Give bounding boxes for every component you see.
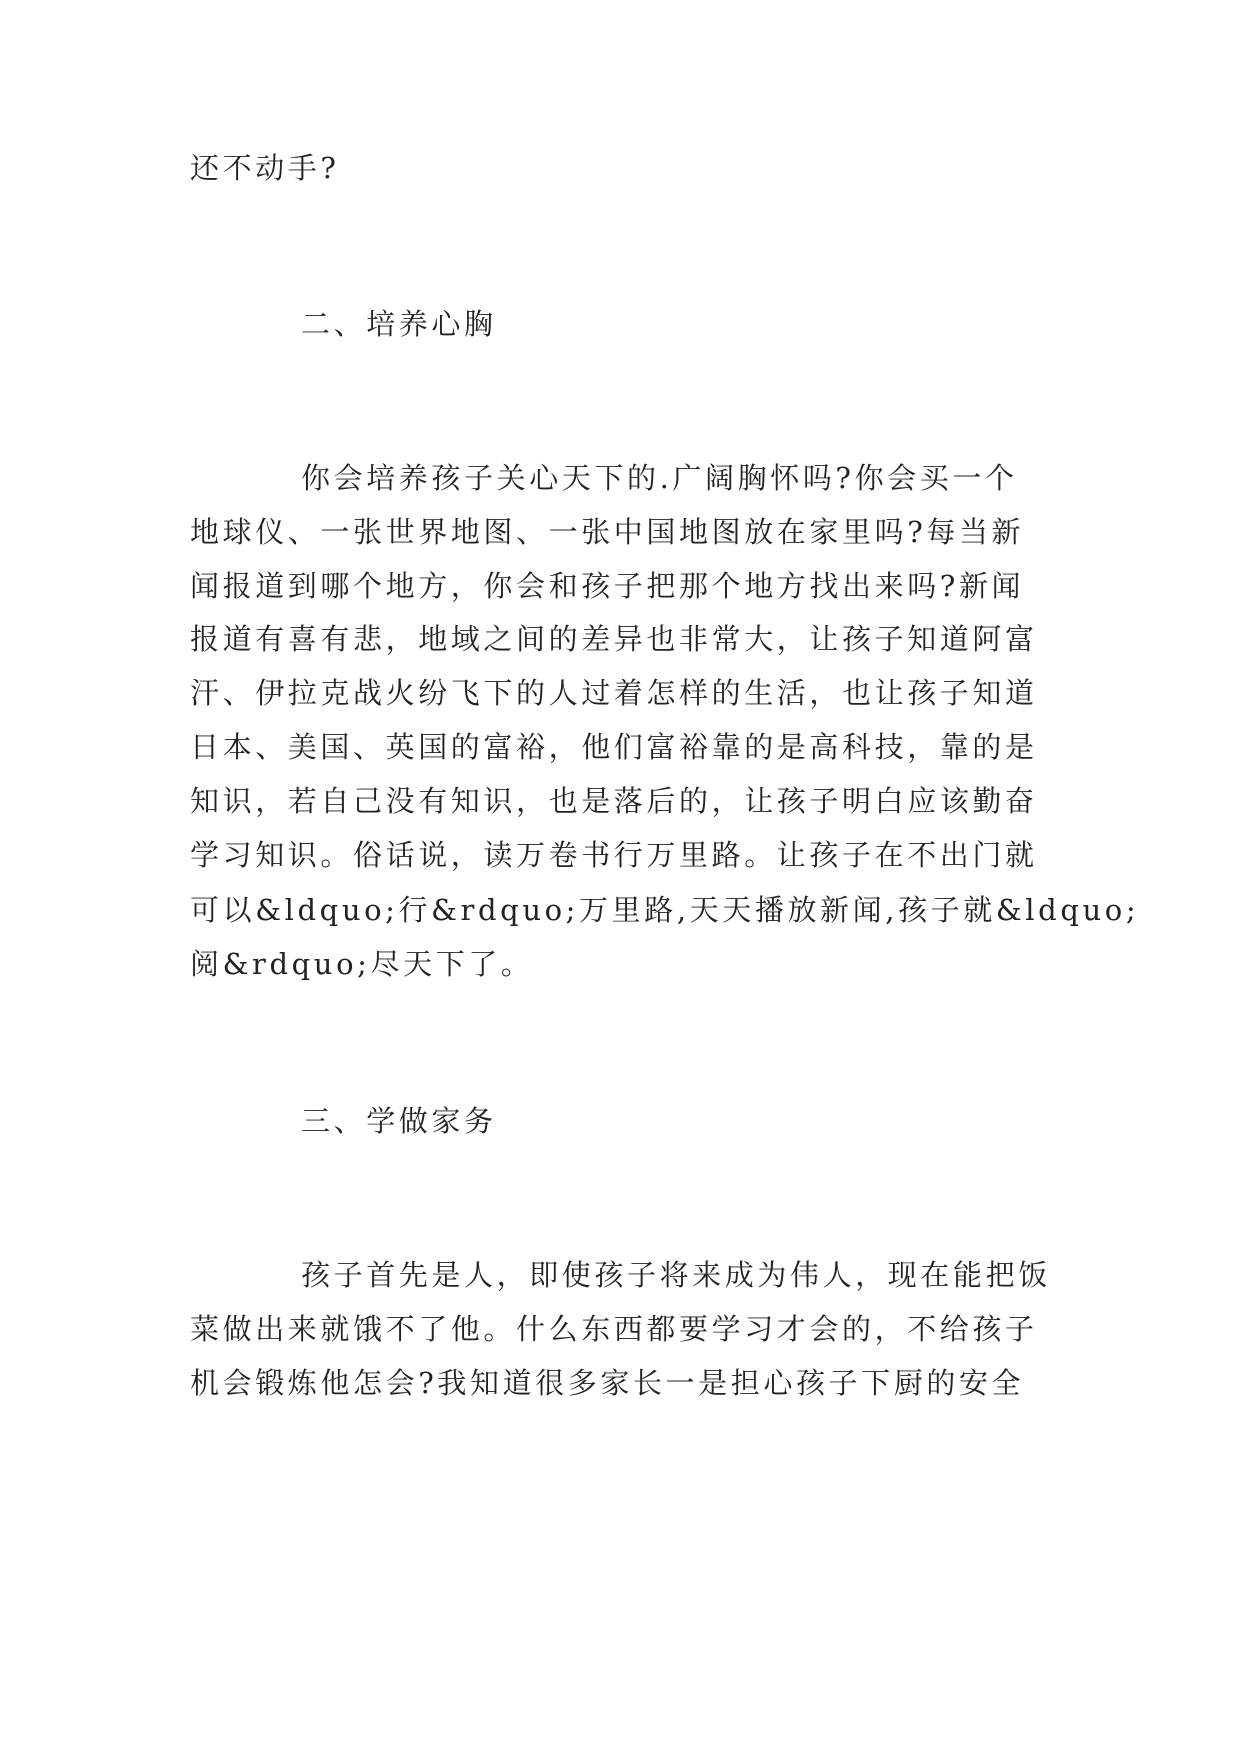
- section-heading-2: 二、培养心胸: [301, 307, 497, 341]
- paragraph-line: 知识，若自己没有知识，也是落后的，让孩子明白应该勤奋: [190, 784, 1038, 818]
- paragraph-line: 闻报道到哪个地方，你会和孩子把那个地方找出来吗?新闻: [190, 569, 1025, 603]
- paragraph-line: 你会培养孩子关心天下的.广阔胸怀吗?你会买一个: [301, 461, 1018, 495]
- paragraph-line: 孩子首先是人，即使孩子将来成为伟人，现在能把饭: [301, 1258, 1051, 1292]
- paragraph-line: 报道有喜有悲，地域之间的差异也非常大，让孩子知道阿富: [190, 622, 1038, 656]
- paragraph-line: 汗、伊拉克战火纷飞下的人过着怎样的生活，也让孩子知道: [190, 676, 1038, 710]
- paragraph-line: 学习知识。俗话说，读万卷书行万里路。让孩子在不出门就: [190, 838, 1038, 872]
- paragraph-line: 阅&rdquo;尽天下了。: [190, 947, 534, 981]
- paragraph-line: 还不动手?: [190, 151, 340, 185]
- paragraph-line: 地球仪、一张世界地图、一张中国地图放在家里吗?每当新: [190, 515, 1025, 549]
- paragraph-line: 机会锻炼他怎会?我知道很多家长一是担心孩子下厨的安全: [190, 1366, 1025, 1400]
- paragraph-line: 菜做出来就饿不了他。什么东西都要学习才会的，不给孩子: [190, 1312, 1038, 1346]
- section-heading-3: 三、学做家务: [301, 1104, 497, 1138]
- paragraph-line: 可以&ldquo;行&rdquo;万里路,天天播放新闻,孩子就&ldquo;: [190, 893, 1140, 927]
- paragraph-line: 日本、美国、英国的富裕，他们富裕靠的是高科技，靠的是: [190, 730, 1038, 764]
